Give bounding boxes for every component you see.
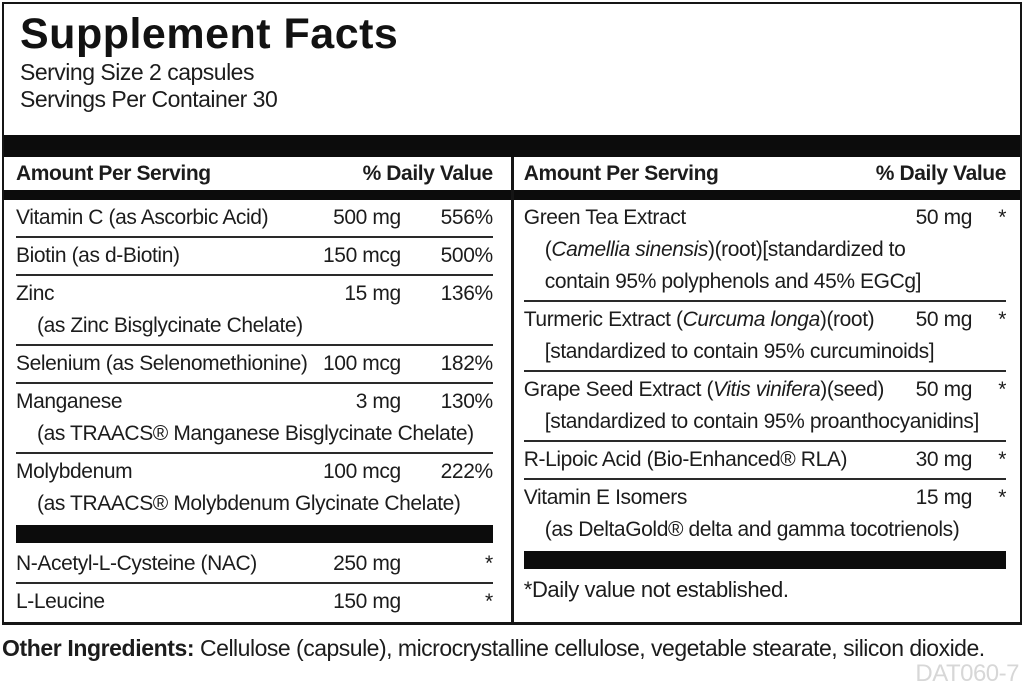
facts-columns [4,157,1020,622]
text-segment: [standardized to contain 95% curcuminoids] [544,340,935,363]
text-segment: Green Tea Extract [523,206,686,229]
other-ingredients-label: Other Ingredients: [2,635,195,661]
table-row [16,452,493,522]
ingredient-amount: 150 mg [333,590,401,613]
ingredient-name [16,278,313,310]
row-main-line [16,586,493,618]
table-row [524,200,1006,300]
ingredient-daily-value: * [998,308,1006,331]
ingredient-daily-value: 130% [440,390,493,413]
text-segment: Vitamin E Isomers [523,486,687,509]
ingredient-amount: 50 mg [915,308,972,331]
serving-size: Serving Size 2 capsules [20,59,254,86]
text-segment: Zinc [16,282,55,305]
ingredient-name [16,586,313,618]
text-segment: contain 95% polyphenols and 45% EGCg] [544,270,922,293]
text-segment: (as TRAACS® Molybdenum Glycinate Chelate) [37,492,461,515]
ingredient-detail-line [16,310,493,342]
servings-per-container: Servings Per Container 30 [20,86,278,113]
ingredient-amount: 30 mg [915,448,972,471]
row-main-line [524,482,1006,514]
section-divider-bar [524,551,1006,569]
row-main-line [16,202,493,234]
text-segment: N-Acetyl-L-Cysteine (NAC) [16,552,257,575]
ingredient-name [524,202,884,234]
ingredient-detail-line [524,406,1006,438]
ingredient-amount: 100 mcg [323,460,401,483]
row-main-line [16,240,493,272]
ingredient-amount: 50 mg [915,378,972,401]
ingredient-detail-line [524,266,1006,298]
table-row [16,382,493,452]
row-main-line [16,386,493,418]
text-segment: [standardized to contain 95% proanthocyanidins] [544,410,979,433]
ingredient-name [524,374,884,406]
title-block [4,4,1020,135]
daily-value-header: % Daily Value [362,162,493,185]
text-segment: R-Lipoic Acid (Bio-Enhanced® RLA) [523,448,848,471]
daily-value-header: % Daily Value [875,162,1006,185]
ingredient-daily-value: 222% [440,460,493,483]
text-segment: Biotin (as d-Biotin) [16,244,180,267]
footnote-row: *Daily value not established. [523,577,789,602]
right-column [514,157,1020,622]
column-header-bar [514,190,1020,200]
row-main-line [524,304,1006,336]
ingredient-detail-line [524,234,1006,266]
text-segment: (as DeltaGold® delta and gamma tocotrienols) [544,518,960,541]
botanical-name: Camellia sinensis [551,238,708,261]
ingredient-daily-value: 500% [440,244,493,267]
botanical-name: Vitis vinifera [713,378,821,401]
ingredient-detail-line [16,488,493,520]
ingredient-amount: 150 mcg [323,244,401,267]
ingredient-amount: 50 mg [915,206,972,229]
ingredient-name [16,240,313,272]
table-row [16,200,493,236]
ingredient-daily-value: * [485,590,493,613]
right-rows [514,200,1020,622]
row-main-line [524,374,1006,406]
ingredient-amount: 15 mg [344,282,401,305]
text-segment: Molybdenum [16,460,133,483]
row-main-line [16,348,493,380]
botanical-name: Curcuma longa [682,308,820,331]
ingredient-daily-value: * [485,552,493,575]
right-column-header [514,157,1020,190]
text-segment: )(root)[standardized to [707,238,906,261]
ingredient-detail-line [16,418,493,450]
text-segment: Manganese [16,390,123,413]
table-row [16,582,493,620]
table-row [524,478,1006,548]
panel-title: Supplement Facts [20,10,399,58]
section-divider-bar [16,525,493,543]
ingredient-daily-value: * [998,206,1006,229]
row-main-line [524,202,1006,234]
ingredient-daily-value: * [998,486,1006,509]
column-header-bar [4,190,511,200]
ingredient-name [16,548,313,580]
table-row [16,274,493,344]
row-main-line [16,548,493,580]
text-segment: )(seed) [820,378,884,401]
ingredient-amount: 15 mg [915,486,972,509]
ingredient-name [16,348,313,380]
text-segment: Turmeric Extract ( [523,308,683,331]
ingredient-daily-value: 182% [440,352,493,375]
supplement-facts-panel [2,2,1022,625]
ingredient-detail-line [524,514,1006,546]
ingredient-amount: 3 mg [355,390,401,413]
ingredient-daily-value: * [998,448,1006,471]
text-segment: Selenium (as Selenomethionine) [16,352,308,375]
header-divider-bar [4,135,1020,157]
table-row [524,370,1006,440]
document-code: DAT060-7 [915,660,1019,687]
text-segment: (as Zinc Bisglycinate Chelate) [37,314,303,337]
text-segment: (as TRAACS® Manganese Bisglycinate Chelate) [37,422,474,445]
table-row [16,546,493,582]
row-main-line [16,278,493,310]
table-row [524,440,1006,478]
ingredient-amount: 250 mg [333,552,401,575]
ingredient-name [16,456,313,488]
other-ingredients [2,634,1020,662]
table-row [16,236,493,274]
ingredient-name [524,444,884,476]
ingredient-amount: 500 mg [333,206,401,229]
ingredient-name [16,386,313,418]
text-segment: Grape Seed Extract ( [523,378,714,401]
row-main-line [524,444,1006,476]
amount-per-serving-header: Amount Per Serving [16,162,211,185]
ingredient-name [16,202,313,234]
left-column [4,157,514,622]
ingredient-daily-value: * [998,378,1006,401]
row-main-line [16,456,493,488]
left-column-header [4,157,511,190]
ingredient-daily-value: 136% [440,282,493,305]
ingredient-name [524,304,884,336]
table-row [16,344,493,382]
amount-per-serving-header: Amount Per Serving [523,162,719,185]
ingredient-detail-line [524,336,1006,368]
text-segment: )(root) [819,308,875,331]
table-row [524,300,1006,370]
other-ingredients-text: Cellulose (capsule), microcrystalline cellulose, vegetable stearate, silicon dioxide. [194,635,985,661]
ingredient-amount: 100 mcg [323,352,401,375]
text-segment: Vitamin C (as Ascorbic Acid) [16,206,269,229]
ingredient-daily-value: 556% [440,206,493,229]
left-rows [4,200,511,622]
text-segment: L-Leucine [16,590,105,613]
ingredient-name [524,482,884,514]
text-segment: ( [544,238,552,261]
